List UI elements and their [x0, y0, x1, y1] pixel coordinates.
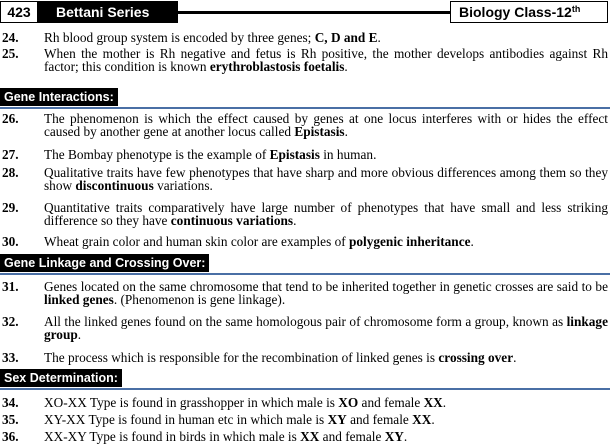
item-text — [44, 112, 608, 138]
item-number: 28. — [2, 165, 19, 180]
item-text — [44, 430, 608, 443]
section-gene-interactions — [0, 86, 610, 108]
bold-term: polygenic inheritance — [348, 234, 471, 249]
item-number: 29. — [2, 200, 19, 215]
item-number: 33. — [2, 350, 19, 365]
item-number: 34. — [2, 395, 19, 410]
text-run: and female — [346, 412, 413, 427]
text-run: and female — [358, 395, 424, 410]
item-text — [44, 148, 608, 161]
bold-term: XO — [338, 395, 359, 410]
item-text — [44, 166, 608, 192]
bold-term: XX — [412, 412, 432, 427]
text-run: in human. — [319, 147, 377, 162]
text-run: . — [470, 234, 474, 249]
section-rule — [0, 273, 610, 275]
text-run: . — [513, 350, 517, 365]
text-run: . — [77, 327, 82, 343]
text-run: All the linked genes found on the same homologous pair of chromosome form a group, known as — [44, 314, 567, 329]
bold-term: Epistasis — [269, 147, 320, 162]
bold-term: XX — [423, 395, 443, 410]
item-text — [44, 31, 608, 44]
text-run: When the mother is Rh negative and fetus is Rh positive, the mother develops antibodies against Rh factor; this condition is known — [44, 46, 608, 75]
bold-term: linked genes — [44, 292, 114, 308]
text-run: . (Phenomenon is gene linkage). — [113, 292, 286, 308]
bold-term: XY — [384, 429, 404, 444]
item-number: 31. — [2, 279, 19, 294]
bold-term: C, D and E — [314, 30, 378, 45]
text-run: . — [431, 412, 435, 427]
item-number: 24. — [2, 30, 19, 45]
text-run: . — [344, 59, 348, 75]
series-title: Bettani Series — [38, 1, 178, 23]
text-run: and female — [319, 429, 385, 444]
item-number: 30. — [2, 234, 19, 249]
item-text — [44, 315, 608, 341]
text-run: Wheat grain color and human skin color are examples of — [44, 234, 349, 249]
text-run: . — [344, 124, 348, 140]
item-text — [44, 351, 608, 364]
text-run: The Bombay phenotype is the example of — [44, 147, 270, 162]
bold-term: XY — [327, 412, 347, 427]
item-number: 36. — [2, 429, 19, 444]
header-rule — [178, 11, 450, 14]
class-label — [450, 1, 608, 23]
page-number: 423 — [0, 1, 38, 23]
item-text — [44, 413, 608, 426]
bold-term: continuous variations — [170, 213, 294, 229]
section-heading: Sex Determination: — [0, 369, 122, 387]
text-run: . — [403, 429, 408, 444]
bold-term: linkage group — [44, 314, 608, 343]
item-text — [44, 201, 608, 227]
text-run: . — [293, 213, 297, 229]
class-label-superscript: th — [571, 4, 581, 14]
bold-term: Epistasis — [294, 124, 345, 140]
section-heading: Gene Interactions: — [0, 88, 118, 106]
text-run: The phenomenon is which the effect caused by genes at one locus interferes with or hides the effect caused by another gene at another locus called — [44, 111, 608, 140]
section-rule — [0, 388, 610, 390]
text-run: The process which is responsible for the recombination of linked genes is — [44, 350, 439, 365]
item-text — [44, 280, 608, 306]
text-run: . — [377, 30, 381, 45]
bold-term: discontinuous — [75, 178, 154, 194]
text-run: Quantitative traits comparatively have large number of phenotypes that have small and less striking difference so they have — [44, 200, 608, 229]
text-run: Qualitative traits have few phenotypes that have sharp and more obvious differences among them so they show — [44, 165, 608, 194]
item-text — [44, 396, 608, 409]
bold-term: crossing over — [438, 350, 514, 365]
text-run: variations. — [153, 178, 213, 194]
item-number: 32. — [2, 314, 19, 329]
page-header — [0, 1, 610, 25]
item-number: 27. — [2, 147, 19, 162]
section-rule — [0, 107, 610, 109]
text-run: Genes located on the same chromosome that tend to be inherited together in genetic crosses are said to be — [44, 279, 608, 294]
item-number: 25. — [2, 46, 19, 61]
section-sex-determination — [0, 367, 610, 389]
class-label-text: Biology Class-12 — [459, 4, 572, 20]
text-run: XY-XX Type is found in human etc in which male is — [44, 412, 328, 427]
section-heading: Gene Linkage and Crossing Over: — [0, 254, 209, 272]
section-gene-linkage — [0, 252, 610, 274]
bold-term: erythroblastosis foetalis — [209, 59, 345, 75]
item-text — [44, 235, 608, 248]
item-number: 26. — [2, 111, 19, 126]
text-run: . — [442, 395, 447, 410]
item-text — [44, 47, 608, 73]
text-run: Rh blood group system is encoded by three genes; — [44, 30, 315, 45]
bold-term: XX — [300, 429, 320, 444]
text-run: XO-XX Type is found in grasshopper in which male is — [44, 395, 339, 410]
item-number: 35. — [2, 412, 19, 427]
text-run: XX-XY Type is found in birds in which male is — [44, 429, 301, 444]
